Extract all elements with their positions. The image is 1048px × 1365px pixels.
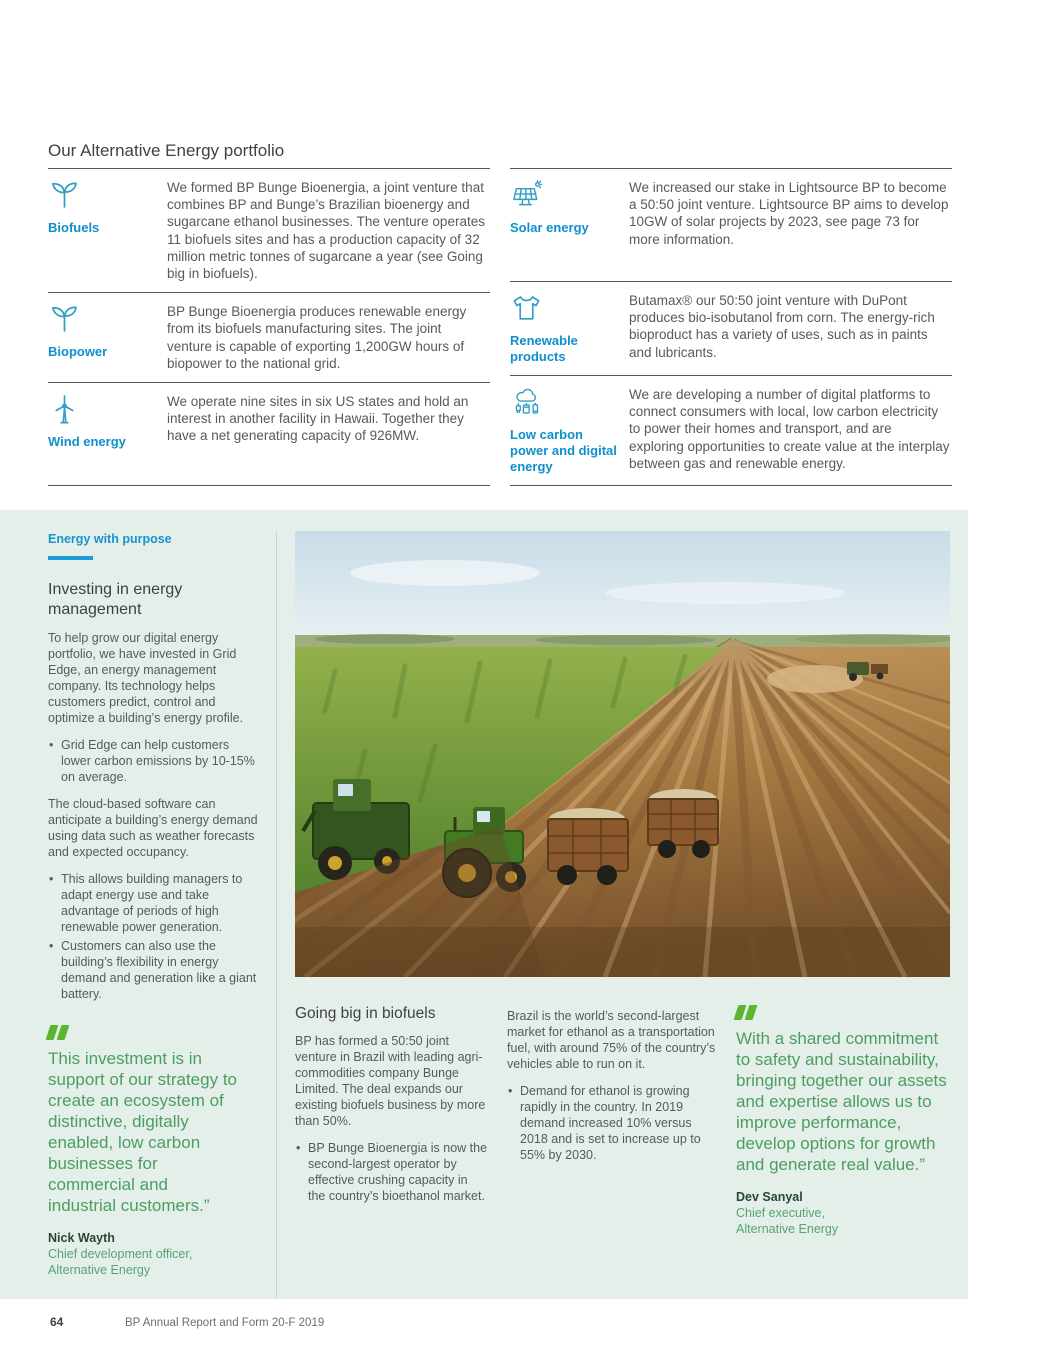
table-row	[510, 375, 952, 485]
row-header	[48, 393, 167, 470]
paragraph: To help grow our digital energy portfolio, we have invested in Grid Edge, an energy management company. Its technology helps customers predict, control and optimize a building’s energy profile.	[48, 631, 244, 725]
bullet-item: • BP Bunge Bioenergia is now the second-largest operator by effective crushing capacity in the country’s bioethanol market.	[295, 1140, 488, 1204]
story-column	[295, 1005, 488, 1237]
quote-mark-icon	[48, 1025, 262, 1040]
item-description: We formed BP Bunge Bioenergia, a joint venture that combines BP and Bunge’s Brazilian bioenergy and sugarcane ethanol businesses. The venture operates 11 biofuels sites and has a production capacity of 32 million metric tonnes of sugarcane a year (see Going big in biofuels).	[167, 180, 485, 282]
footer-title: BP Annual Report and Form 20-F 2019	[125, 1317, 325, 1329]
sprout-icon	[48, 179, 167, 212]
field-photo	[295, 531, 950, 977]
sidebar-heading: Investing in energy management	[48, 581, 183, 618]
quote-attribution-role: Chief development officer,	[48, 1247, 193, 1261]
quote-attribution-role: Alternative Energy	[736, 1222, 839, 1236]
page-title: Our Alternative Energy portfolio	[48, 141, 285, 160]
tshirt-icon	[510, 292, 629, 325]
bullet-list	[507, 1083, 717, 1163]
bullet-list	[295, 1140, 488, 1204]
item-label: Solar energy	[510, 220, 589, 235]
quote-block	[48, 1025, 262, 1278]
story-side-column	[507, 1005, 717, 1237]
bullet-list	[48, 737, 262, 785]
quote-text: With a shared commitment to safety and sustainability, bringing together our assets and expertise allows us to improve performance, develop options for growth and generate real value.”	[736, 1029, 947, 1174]
page-footer	[50, 1315, 324, 1329]
paragraph: Brazil is the world’s second-largest market for ethanol as a transportation fuel, with around 75% of the country’s vehicles able to run on it.	[507, 1009, 716, 1071]
story-heading: Going big in biofuels	[295, 1005, 436, 1022]
table-row	[510, 281, 952, 375]
item-description: We operate nine sites in six US states and hold an interest in another facility in Hawaii. Together they have a net generating capacity of 926MW.	[167, 394, 469, 444]
row-header	[48, 179, 167, 282]
bullet-item: • Customers can also use the building’s flexibility in energy demand and generation like a giant battery.	[48, 938, 262, 1002]
row-header	[510, 179, 629, 271]
solar-panel-icon	[510, 179, 629, 212]
portfolio-section	[48, 141, 952, 486]
quote-attribution-name: Nick Wayth	[48, 1231, 115, 1245]
table-row	[48, 292, 490, 382]
quote-text: This investment is in support of our strategy to create an ecosystem of distinctive, digitally enabled, low carbon businesses for commercial and industrial customers.”	[48, 1049, 237, 1215]
item-description: Butamax® our 50:50 joint venture with DuPont produces bio-isobutanol from corn. The energy-rich bioproduct has a variety of uses, such as in paints and lubricants.	[629, 293, 935, 360]
bullet-list	[48, 871, 262, 1002]
row-header	[510, 292, 629, 365]
portfolio-column-left	[48, 168, 490, 486]
item-label: Wind energy	[48, 434, 126, 450]
paragraph: BP has formed a 50:50 joint venture in Brazil with leading agri-commodities company Bunge Limited. The deal expands our existing biofuels business by more than 50%.	[295, 1034, 486, 1128]
bullet-item: • Demand for ethanol is growing rapidly in the country. In 2019 demand increased 10% versus 2018 and is set to increase up to 55% by 2030.	[507, 1083, 717, 1163]
item-label: Biopower	[48, 344, 108, 360]
bullet-item: • This allows building managers to adapt energy use and take advantage of periods of high renewable power generation.	[48, 871, 262, 935]
feature-panel	[0, 510, 968, 1299]
bullet-item: • Grid Edge can help customers lower carbon emissions by 10-15% on average.	[48, 737, 262, 785]
quote-attribution-role: Chief executive,	[736, 1206, 825, 1220]
item-description: BP Bunge Bioenergia produces renewable energy from its biofuels manufacturing sites. The joint venture is capable of exporting 1,200GW hours of biopower to the national grid.	[167, 304, 467, 371]
row-header	[48, 303, 167, 372]
portfolio-table	[48, 168, 952, 486]
sidebar	[48, 531, 277, 1299]
accent-bar	[48, 556, 93, 560]
panel-columns	[295, 1005, 950, 1237]
quote-mark-icon	[736, 1005, 950, 1020]
table-row	[510, 168, 952, 281]
item-description: We are developing a number of digital platforms to connect consumers with local, low carbon electricity to power their homes and transport, and are exploring opportunities to create value at the interplay between gas and renewable energy.	[629, 387, 950, 471]
wind-turbine-icon	[48, 393, 167, 426]
table-row	[48, 168, 490, 292]
quote-attribution-role: Alternative Energy	[48, 1263, 151, 1277]
portfolio-column-right	[510, 168, 952, 486]
row-header	[510, 386, 629, 475]
quote-block	[736, 1005, 950, 1237]
eyebrow-label: Energy with purpose	[48, 532, 172, 546]
panel-main	[295, 531, 950, 1299]
paragraph: The cloud-based software can anticipate a building’s energy demand using data such as weather forecasts and expected occupancy.	[48, 797, 258, 859]
cloud-devices-icon	[510, 386, 629, 419]
item-label: Biofuels	[48, 220, 100, 235]
page-number: 64	[50, 1315, 64, 1329]
item-label: Renewable products	[510, 333, 578, 364]
quote-attribution-name: Dev Sanyal	[736, 1190, 803, 1204]
sidebar-body	[48, 630, 262, 1002]
sprout-icon	[48, 303, 167, 336]
item-label: Low carbon power and digital energy	[510, 427, 617, 474]
item-description: We increased our stake in Lightsource BP to become a 50:50 joint venture. Lightsource BP aims to develop 10GW of solar projects by 2023, see page 73 for more information.	[629, 180, 949, 247]
table-row	[48, 382, 490, 480]
